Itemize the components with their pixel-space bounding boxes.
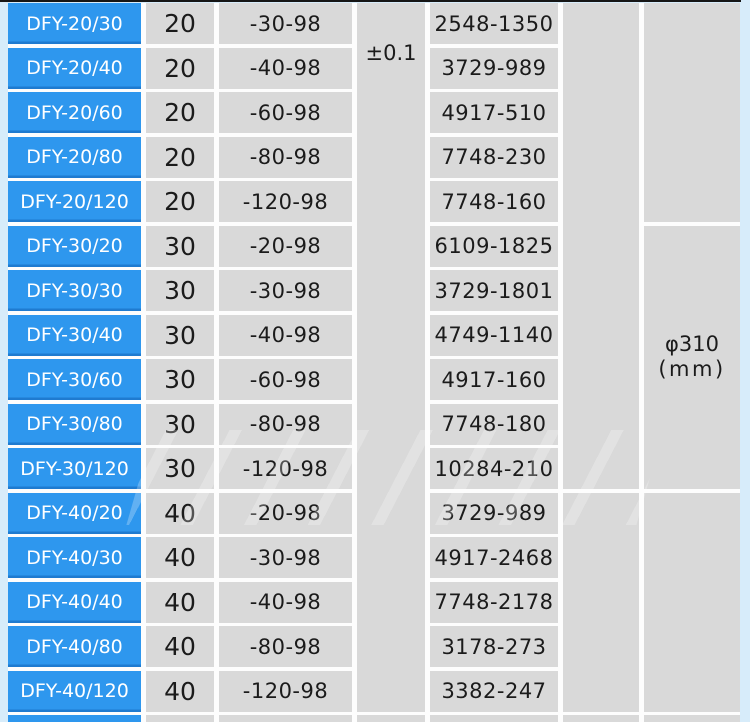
value-cell: 2548-1350 (430, 3, 558, 44)
empty-cell (644, 493, 740, 712)
temp-range-cell: -40-98 (219, 48, 352, 89)
temp-range-cell: -60-98 (219, 92, 352, 133)
diameter-value: φ310 (665, 332, 719, 357)
empty-cell (563, 493, 639, 712)
temp-range-cell: -30-98 (219, 537, 352, 578)
model-cell: DFY-30/20 (8, 226, 141, 267)
capacity-cell: 40 (146, 582, 214, 623)
temp-range-cell: -20-98 (219, 493, 352, 534)
model-cell: DFY-40/120 (8, 671, 141, 712)
accuracy-cell (357, 3, 425, 712)
temp-range-cell: -120-98 (219, 671, 352, 712)
model-cell: DFY-30/30 (8, 270, 141, 311)
spec-table (8, 3, 740, 722)
model-cell: DFY-30/80 (8, 404, 141, 445)
value-cell: 4917-510 (430, 92, 558, 133)
value-cell: 3729-989 (430, 493, 558, 534)
temp-range-cell: -60-98 (219, 359, 352, 400)
capacity-cell: 30 (146, 404, 214, 445)
model-cell: DFY-20/120 (8, 181, 141, 222)
model-cell: DFY-40/40 (8, 582, 141, 623)
capacity-cell: 40 (146, 537, 214, 578)
diameter-unit: (mm) (658, 357, 726, 382)
value-cell: 3382-247 (430, 671, 558, 712)
capacity-cell: 20 (146, 137, 214, 178)
temp-range-cell: -80-98 (219, 404, 352, 445)
temp-range-cell: -40-98 (219, 582, 352, 623)
capacity-cell: 40 (146, 671, 214, 712)
capacity-cell: 30 (146, 359, 214, 400)
partial-cell (219, 715, 352, 722)
temp-range-cell: -120-98 (219, 181, 352, 222)
capacity-cell: 20 (146, 92, 214, 133)
capacity-cell: 40 (146, 493, 214, 534)
value-cell: 7748-2178 (430, 582, 558, 623)
model-cell-partial (8, 715, 141, 722)
value-cell: 7748-180 (430, 404, 558, 445)
accuracy-value: ±0.1 (365, 41, 417, 65)
model-cell: DFY-30/40 (8, 315, 141, 356)
value-cell: 3729-989 (430, 48, 558, 89)
temp-range-cell: -40-98 (219, 315, 352, 356)
model-cell: DFY-20/40 (8, 48, 141, 89)
value-cell: 6109-1825 (430, 226, 558, 267)
model-cell: DFY-40/80 (8, 626, 141, 667)
value-cell: 3729-1801 (430, 270, 558, 311)
partial-cell (644, 715, 740, 722)
temp-range-cell: -80-98 (219, 137, 352, 178)
model-cell: DFY-20/60 (8, 92, 141, 133)
diameter-cell (644, 226, 740, 490)
value-cell: 10284-210 (430, 448, 558, 489)
model-cell: DFY-30/60 (8, 359, 141, 400)
model-cell: DFY-20/30 (8, 3, 141, 44)
capacity-cell: 20 (146, 181, 214, 222)
partial-cell (357, 715, 425, 722)
value-cell: 4749-1140 (430, 315, 558, 356)
partial-cell (563, 715, 639, 722)
model-cell: DFY-40/20 (8, 493, 141, 534)
capacity-cell: 30 (146, 270, 214, 311)
empty-cell (644, 3, 740, 222)
capacity-cell: 20 (146, 48, 214, 89)
capacity-cell: 30 (146, 226, 214, 267)
model-cell: DFY-30/120 (8, 448, 141, 489)
table-top-border (0, 0, 741, 2)
value-cell: 7748-230 (430, 137, 558, 178)
capacity-cell: 30 (146, 448, 214, 489)
capacity-cell: 30 (146, 315, 214, 356)
temp-range-cell: -80-98 (219, 626, 352, 667)
empty-cell (563, 3, 639, 489)
temp-range-cell: -20-98 (219, 226, 352, 267)
temp-range-cell: -30-98 (219, 3, 352, 44)
temp-range-cell: -120-98 (219, 448, 352, 489)
capacity-cell: 20 (146, 3, 214, 44)
temp-range-cell: -30-98 (219, 270, 352, 311)
partial-cell (430, 715, 558, 722)
model-cell: DFY-20/80 (8, 137, 141, 178)
value-cell: 4917-2468 (430, 537, 558, 578)
capacity-cell: 40 (146, 626, 214, 667)
value-cell: 3178-273 (430, 626, 558, 667)
value-cell: 7748-160 (430, 181, 558, 222)
partial-cell (146, 715, 214, 722)
model-cell: DFY-40/30 (8, 537, 141, 578)
value-cell: 4917-160 (430, 359, 558, 400)
